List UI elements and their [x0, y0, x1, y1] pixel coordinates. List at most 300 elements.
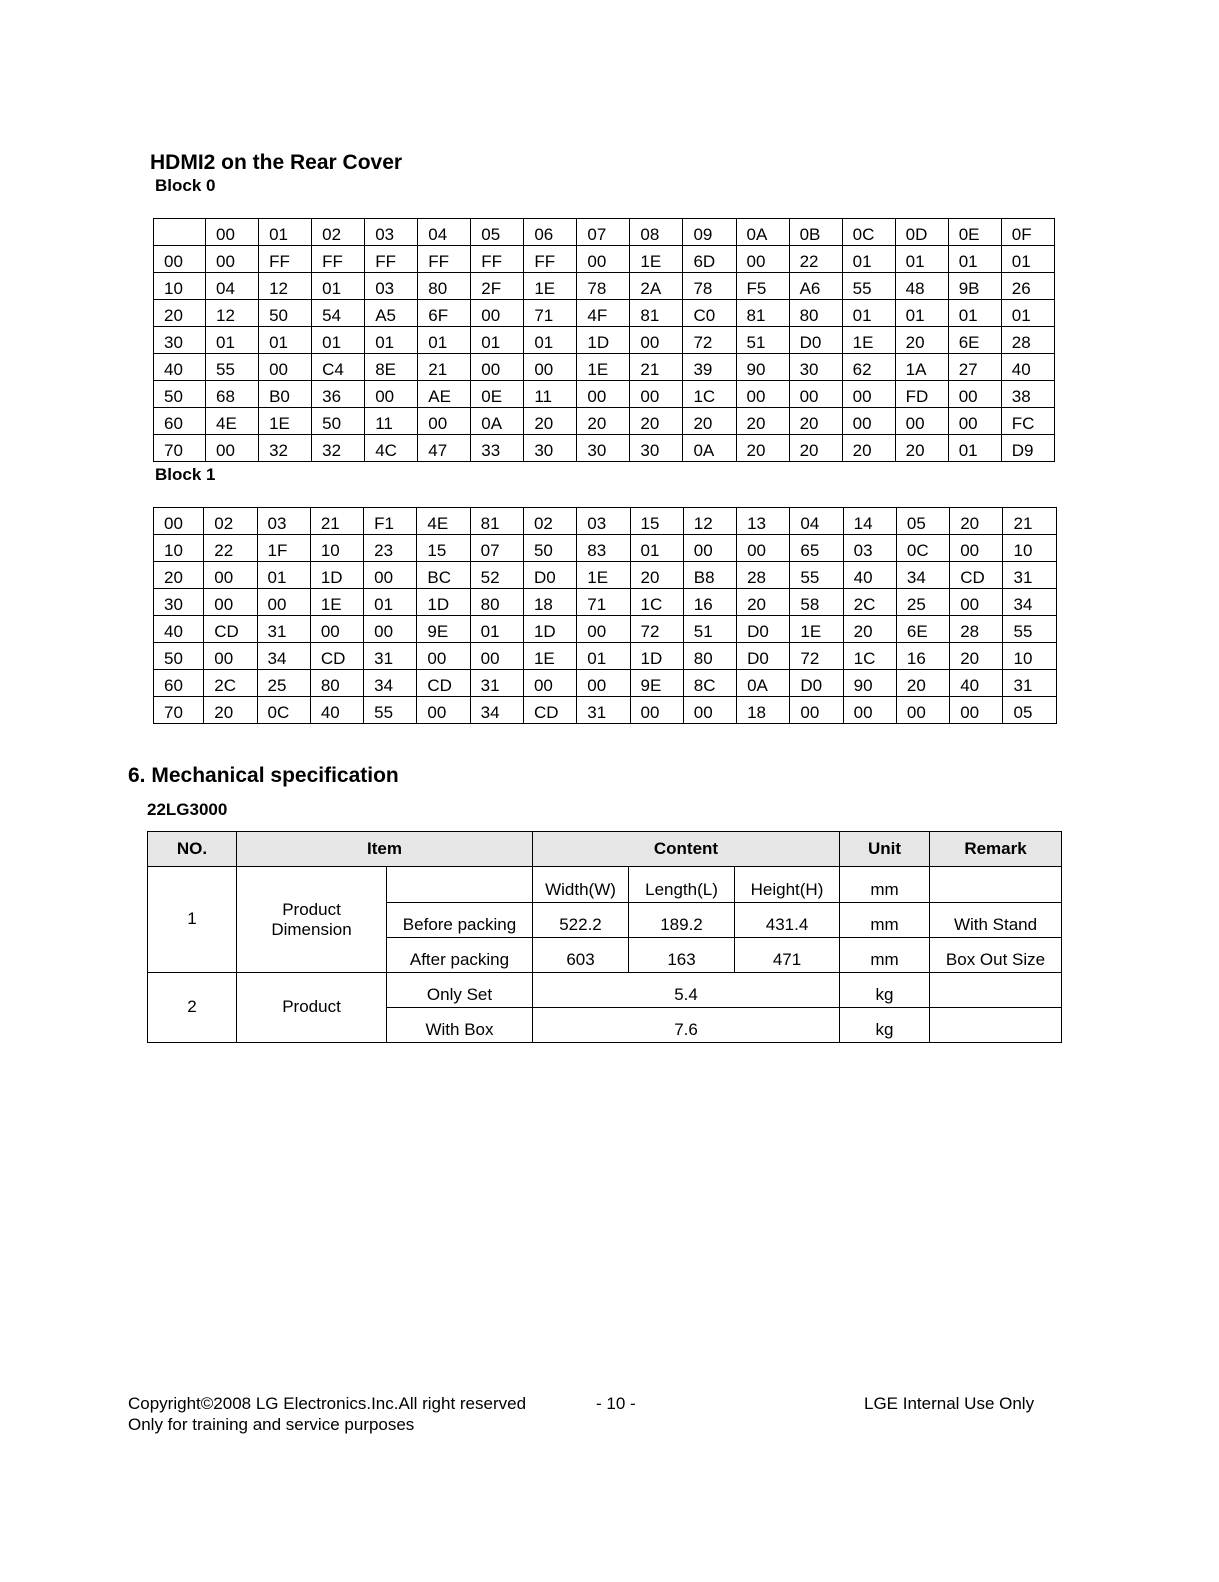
dim-header-width: Width(W)	[533, 867, 629, 903]
hex-cell: 1E	[842, 327, 895, 354]
after-unit: mm	[840, 938, 930, 973]
before-remark: With Stand	[930, 903, 1062, 938]
hex-cell: 71	[577, 589, 630, 616]
hex-cell: 48	[895, 273, 948, 300]
hex-cell: 72	[630, 616, 683, 643]
hex-cell: 51	[683, 616, 736, 643]
hex-cell: 20	[736, 435, 789, 462]
hex-cell: 20	[736, 408, 789, 435]
dim-header-empty	[387, 867, 533, 903]
hex-cell: 30	[524, 435, 577, 462]
hex-cell: 20	[683, 408, 736, 435]
hex-cell: 01	[630, 535, 683, 562]
only-set-label: Only Set	[387, 973, 533, 1008]
hex-cell: C4	[312, 354, 365, 381]
block0-table	[153, 218, 1055, 462]
hex-cell: D0	[737, 616, 790, 643]
block0-row	[154, 354, 1055, 381]
hex-cell: 05	[471, 219, 524, 246]
hex-cell: 08	[630, 219, 683, 246]
hex-cell: B0	[259, 381, 312, 408]
hex-cell: 00	[471, 354, 524, 381]
block1-row	[154, 589, 1057, 616]
hex-cell: 20	[524, 408, 577, 435]
hex-cell: 01	[312, 273, 365, 300]
hex-row-offset: 30	[154, 589, 204, 616]
hex-cell: 6E	[948, 327, 1001, 354]
hex-cell: 00	[206, 435, 259, 462]
header-remark: Remark	[930, 832, 1062, 867]
only-set-unit: kg	[840, 973, 930, 1008]
hex-cell: 0D	[895, 219, 948, 246]
hex-cell: 00	[789, 381, 842, 408]
hex-cell: 09	[683, 219, 736, 246]
hex-cell: 04	[206, 273, 259, 300]
hex-cell: 00	[577, 381, 630, 408]
hex-cell: 80	[310, 670, 363, 697]
hex-cell: 40	[950, 670, 1003, 697]
row2-item: Product	[237, 973, 387, 1043]
hex-cell: 03	[365, 273, 418, 300]
hex-cell: 23	[364, 535, 417, 562]
hex-cell: 00	[364, 562, 417, 589]
hex-cell: 01	[364, 589, 417, 616]
hex-cell: 0C	[842, 219, 895, 246]
hex-cell: FF	[365, 246, 418, 273]
hex-cell: 06	[524, 219, 577, 246]
block0-row	[154, 246, 1055, 273]
hex-cell: 03	[843, 535, 896, 562]
hex-cell: 31	[364, 643, 417, 670]
hex-cell: 12	[206, 300, 259, 327]
block1-row	[154, 535, 1057, 562]
hex-cell: BC	[417, 562, 470, 589]
hex-cell: 28	[1001, 327, 1054, 354]
before-height: 431.4	[735, 903, 840, 938]
hex-cell: 02	[523, 508, 576, 535]
hex-row-offset: 40	[154, 354, 206, 381]
block1-table	[153, 507, 1057, 724]
hex-cell: 68	[206, 381, 259, 408]
block1-row	[154, 697, 1057, 724]
hex-cell: 55	[790, 562, 843, 589]
hex-cell: 22	[789, 246, 842, 273]
hex-cell: 00	[471, 300, 524, 327]
hex-cell: 6F	[418, 300, 471, 327]
footer-page-number: - 10 -	[596, 1394, 636, 1413]
hex-cell: 00	[364, 616, 417, 643]
hex-cell: 9E	[630, 670, 683, 697]
hex-cell: 21	[1003, 508, 1057, 535]
hex-cell: CD	[523, 697, 576, 724]
hex-cell: 30	[630, 435, 683, 462]
hex-cell: 34	[364, 670, 417, 697]
row1-item: Product Dimension	[237, 867, 387, 973]
hex-cell: 00	[204, 562, 257, 589]
row2-no: 2	[148, 973, 237, 1043]
hex-cell: 58	[790, 589, 843, 616]
hex-cell: 83	[577, 535, 630, 562]
hex-cell: 01	[948, 300, 1001, 327]
hex-cell: 01	[470, 616, 523, 643]
hex-cell: 21	[310, 508, 363, 535]
hex-cell: AE	[418, 381, 471, 408]
hex-cell: 10	[1003, 643, 1057, 670]
hex-cell: 18	[737, 697, 790, 724]
dim-header-remark	[930, 867, 1062, 903]
hex-cell: F1	[364, 508, 417, 535]
hex-cell: 1C	[843, 643, 896, 670]
hex-cell: 04	[790, 508, 843, 535]
hex-cell: 36	[312, 381, 365, 408]
before-width: 522.2	[533, 903, 629, 938]
hex-cell: 18	[523, 589, 576, 616]
hex-cell: 4E	[206, 408, 259, 435]
hex-cell: 1D	[310, 562, 363, 589]
hex-row-offset: 70	[154, 435, 206, 462]
block0-row	[154, 408, 1055, 435]
with-box-label: With Box	[387, 1008, 533, 1043]
hex-row-offset: 00	[154, 508, 204, 535]
hex-row-offset: 10	[154, 535, 204, 562]
hex-cell: 00	[842, 408, 895, 435]
hex-cell: 00	[683, 535, 736, 562]
hex-cell: 1A	[895, 354, 948, 381]
hex-cell: 16	[683, 589, 736, 616]
hex-cell: 55	[1003, 616, 1057, 643]
footer-training: Only for training and service purposes	[128, 1415, 415, 1434]
hex-cell: 1E	[577, 354, 630, 381]
hex-cell: 20	[896, 670, 949, 697]
hex-cell: 30	[577, 435, 630, 462]
hex-cell: D0	[523, 562, 576, 589]
hex-cell: CD	[310, 643, 363, 670]
header-unit: Unit	[840, 832, 930, 867]
hex-cell: 47	[418, 435, 471, 462]
hex-cell: 34	[1003, 589, 1057, 616]
hex-cell: 4F	[577, 300, 630, 327]
hex-cell: 50	[312, 408, 365, 435]
block0-header-row	[154, 219, 1055, 246]
hex-cell: 0F	[1001, 219, 1054, 246]
hex-cell: 32	[312, 435, 365, 462]
header-item: Item	[237, 832, 533, 867]
hex-cell: 20	[950, 508, 1003, 535]
after-length: 163	[629, 938, 735, 973]
hex-cell: FC	[1001, 408, 1054, 435]
hex-cell: 2A	[630, 273, 683, 300]
hex-cell: 01	[948, 246, 1001, 273]
hex-cell: 1D	[417, 589, 470, 616]
hex-cell: 15	[417, 535, 470, 562]
block0-row	[154, 381, 1055, 408]
hex-cell: 78	[577, 273, 630, 300]
hex-cell: 71	[524, 300, 577, 327]
hex-cell: 40	[843, 562, 896, 589]
after-width: 603	[533, 938, 629, 973]
hex-row-offset: 30	[154, 327, 206, 354]
hex-cell: 1E	[790, 616, 843, 643]
hex-cell: 0E	[471, 381, 524, 408]
hex-cell: 13	[737, 508, 790, 535]
hex-cell: 50	[523, 535, 576, 562]
hex-cell: 1E	[630, 246, 683, 273]
hex-cell: 00	[577, 670, 630, 697]
hex-cell: 20	[737, 589, 790, 616]
hex-cell: 00	[523, 670, 576, 697]
hex-cell: 02	[204, 508, 257, 535]
hex-cell: 55	[364, 697, 417, 724]
hex-cell: 20	[843, 616, 896, 643]
hex-cell: 34	[470, 697, 523, 724]
hex-cell: 00	[577, 246, 630, 273]
hex-cell: 22	[204, 535, 257, 562]
hex-cell: 07	[577, 219, 630, 246]
hex-cell: 01	[577, 643, 630, 670]
hex-cell: 32	[259, 435, 312, 462]
hex-row-offset: 60	[154, 670, 204, 697]
hex-cell: 20	[789, 435, 842, 462]
hdmi-section-title: HDMI2 on the Rear Cover	[150, 151, 403, 174]
hex-cell: 9E	[417, 616, 470, 643]
hex-cell: 2F	[471, 273, 524, 300]
hex-cell: 00	[257, 589, 310, 616]
hex-cell: 90	[736, 354, 789, 381]
hex-cell: 01	[259, 327, 312, 354]
hex-cell: 65	[790, 535, 843, 562]
with-box-unit: kg	[840, 1008, 930, 1043]
hex-cell: 1E	[524, 273, 577, 300]
block1-row	[154, 508, 1057, 535]
hex-cell: 0A	[471, 408, 524, 435]
hex-cell: 00	[577, 616, 630, 643]
hex-row-offset: 60	[154, 408, 206, 435]
hex-cell: 31	[257, 616, 310, 643]
hex-cell: 00	[365, 381, 418, 408]
hex-cell: 00	[630, 381, 683, 408]
before-unit: mm	[840, 903, 930, 938]
hex-cell: 00	[950, 535, 1003, 562]
hex-cell: 80	[789, 300, 842, 327]
hex-row-offset: 70	[154, 697, 204, 724]
hex-cell: 20	[204, 697, 257, 724]
hex-cell: 11	[524, 381, 577, 408]
hex-cell: 4C	[365, 435, 418, 462]
hex-cell: 02	[312, 219, 365, 246]
hex-cell: 1F	[257, 535, 310, 562]
hex-cell: 62	[842, 354, 895, 381]
hex-cell: 12	[683, 508, 736, 535]
before-length: 189.2	[629, 903, 735, 938]
hex-cell: 00	[737, 535, 790, 562]
hex-cell: 20	[950, 643, 1003, 670]
hex-cell: CD	[950, 562, 1003, 589]
hex-cell: C0	[683, 300, 736, 327]
row1-no: 1	[148, 867, 237, 973]
hex-cell: 55	[842, 273, 895, 300]
hex-row-offset: 50	[154, 381, 206, 408]
hex-cell: 00	[417, 643, 470, 670]
hex-cell: 00	[204, 589, 257, 616]
hex-cell: 33	[471, 435, 524, 462]
hex-cell: 14	[843, 508, 896, 535]
hex-cell: 0A	[737, 670, 790, 697]
hex-cell: 01	[312, 327, 365, 354]
hex-cell: 00	[736, 381, 789, 408]
block1-row	[154, 670, 1057, 697]
hex-cell: 0A	[683, 435, 736, 462]
hex-cell: 54	[312, 300, 365, 327]
header-content: Content	[533, 832, 840, 867]
hex-cell: D0	[737, 643, 790, 670]
hex-cell: 39	[683, 354, 736, 381]
hex-cell: 50	[259, 300, 312, 327]
hex-cell: 38	[1001, 381, 1054, 408]
hex-cell: 00	[948, 381, 1001, 408]
hex-cell: 2C	[204, 670, 257, 697]
block0-row	[154, 300, 1055, 327]
hex-cell: 1E	[259, 408, 312, 435]
hex-cell: 01	[206, 327, 259, 354]
mech-spec-table	[147, 831, 1062, 1043]
block1-row	[154, 643, 1057, 670]
with-box-remark	[930, 1008, 1062, 1043]
hex-cell: D0	[790, 670, 843, 697]
hex-cell: 1C	[630, 589, 683, 616]
after-remark: Box Out Size	[930, 938, 1062, 973]
hex-cell: 00	[842, 381, 895, 408]
hex-cell: 1D	[577, 327, 630, 354]
hex-cell: 01	[842, 246, 895, 273]
hex-cell: 01	[1001, 246, 1054, 273]
hex-cell: FF	[312, 246, 365, 273]
only-set-remark	[930, 973, 1062, 1008]
hex-cell: 80	[470, 589, 523, 616]
dim-header-height: Height(H)	[735, 867, 840, 903]
hex-cell: 8E	[365, 354, 418, 381]
footer-copyright: Copyright©2008 LG Electronics.Inc.All right reserved	[128, 1394, 527, 1413]
hex-cell: 1D	[630, 643, 683, 670]
hex-cell: 6D	[683, 246, 736, 273]
hex-cell: 01	[842, 300, 895, 327]
hex-cell: 72	[683, 327, 736, 354]
hex-cell: 0A	[736, 219, 789, 246]
hex-cell: 01	[365, 327, 418, 354]
hex-cell: 31	[1003, 562, 1057, 589]
hex-cell: CD	[417, 670, 470, 697]
hex-cell: 01	[259, 219, 312, 246]
hex-row-offset: 10	[154, 273, 206, 300]
hex-cell: 05	[1003, 697, 1057, 724]
hex-cell: 01	[471, 327, 524, 354]
footer-internal: LGE Internal Use Only	[864, 1394, 1035, 1413]
hex-cell: 4E	[417, 508, 470, 535]
mech-section-title: 6. Mechanical specification	[128, 764, 399, 787]
hex-cell: 0C	[257, 697, 310, 724]
hex-cell: 00	[310, 616, 363, 643]
hex-cell: 55	[206, 354, 259, 381]
after-height: 471	[735, 938, 840, 973]
hex-cell: 1C	[683, 381, 736, 408]
hex-cell: 8C	[683, 670, 736, 697]
hex-cell: 15	[630, 508, 683, 535]
hex-cell: FF	[524, 246, 577, 273]
hex-cell: 21	[630, 354, 683, 381]
block1-label: Block 1	[155, 465, 216, 484]
mech-model: 22LG3000	[147, 800, 228, 819]
hex-cell: 51	[736, 327, 789, 354]
hex-cell: 0C	[896, 535, 949, 562]
hex-cell: 04	[418, 219, 471, 246]
hex-cell: 40	[1001, 354, 1054, 381]
block0-row	[154, 327, 1055, 354]
hex-cell: 34	[896, 562, 949, 589]
block1-row	[154, 562, 1057, 589]
hex-cell: 20	[895, 435, 948, 462]
hex-cell: 25	[896, 589, 949, 616]
hex-cell: D9	[1001, 435, 1054, 462]
hex-cell: 07	[470, 535, 523, 562]
hex-cell: 1E	[577, 562, 630, 589]
hex-cell: 00	[950, 697, 1003, 724]
hex-cell: 52	[470, 562, 523, 589]
hex-cell: 72	[790, 643, 843, 670]
hex-cell: FF	[418, 246, 471, 273]
hex-cell: 21	[418, 354, 471, 381]
hex-cell: 00	[896, 697, 949, 724]
hex-cell: 00	[418, 408, 471, 435]
hex-cell: 00	[417, 697, 470, 724]
hex-cell: CD	[204, 616, 257, 643]
hex-cell: 20	[789, 408, 842, 435]
hex-cell: 80	[418, 273, 471, 300]
hex-row-offset: 40	[154, 616, 204, 643]
hex-cell: D0	[789, 327, 842, 354]
hex-cell: 81	[736, 300, 789, 327]
hex-cell: 10	[310, 535, 363, 562]
hex-cell: 16	[896, 643, 949, 670]
hex-cell: 0B	[789, 219, 842, 246]
hex-cell: 25	[257, 670, 310, 697]
hex-cell: FF	[259, 246, 312, 273]
hex-row-offset: 00	[154, 246, 206, 273]
hex-cell: 00	[950, 589, 1003, 616]
header-no: NO.	[148, 832, 237, 867]
hex-cell: 00	[790, 697, 843, 724]
hex-cell: 01	[895, 246, 948, 273]
hex-cell: 05	[896, 508, 949, 535]
hex-cell: 40	[310, 697, 363, 724]
hex-cell: 01	[257, 562, 310, 589]
hex-cell: 00	[206, 219, 259, 246]
block1-row	[154, 616, 1057, 643]
hex-cell: 31	[1003, 670, 1057, 697]
only-set-value: 5.4	[533, 973, 840, 1008]
hex-cell: 01	[524, 327, 577, 354]
before-packing-label: Before packing	[387, 903, 533, 938]
hex-cell: 10	[1003, 535, 1057, 562]
hex-cell: 31	[470, 670, 523, 697]
hex-cell: 90	[843, 670, 896, 697]
hex-cell: 00	[683, 697, 736, 724]
hex-cell: 2C	[843, 589, 896, 616]
block0-label: Block 0	[155, 176, 216, 195]
hex-cell: 01	[895, 300, 948, 327]
hex-cell: 78	[683, 273, 736, 300]
with-box-value: 7.6	[533, 1008, 840, 1043]
hex-cell: 00	[204, 643, 257, 670]
hex-cell: 20	[577, 408, 630, 435]
